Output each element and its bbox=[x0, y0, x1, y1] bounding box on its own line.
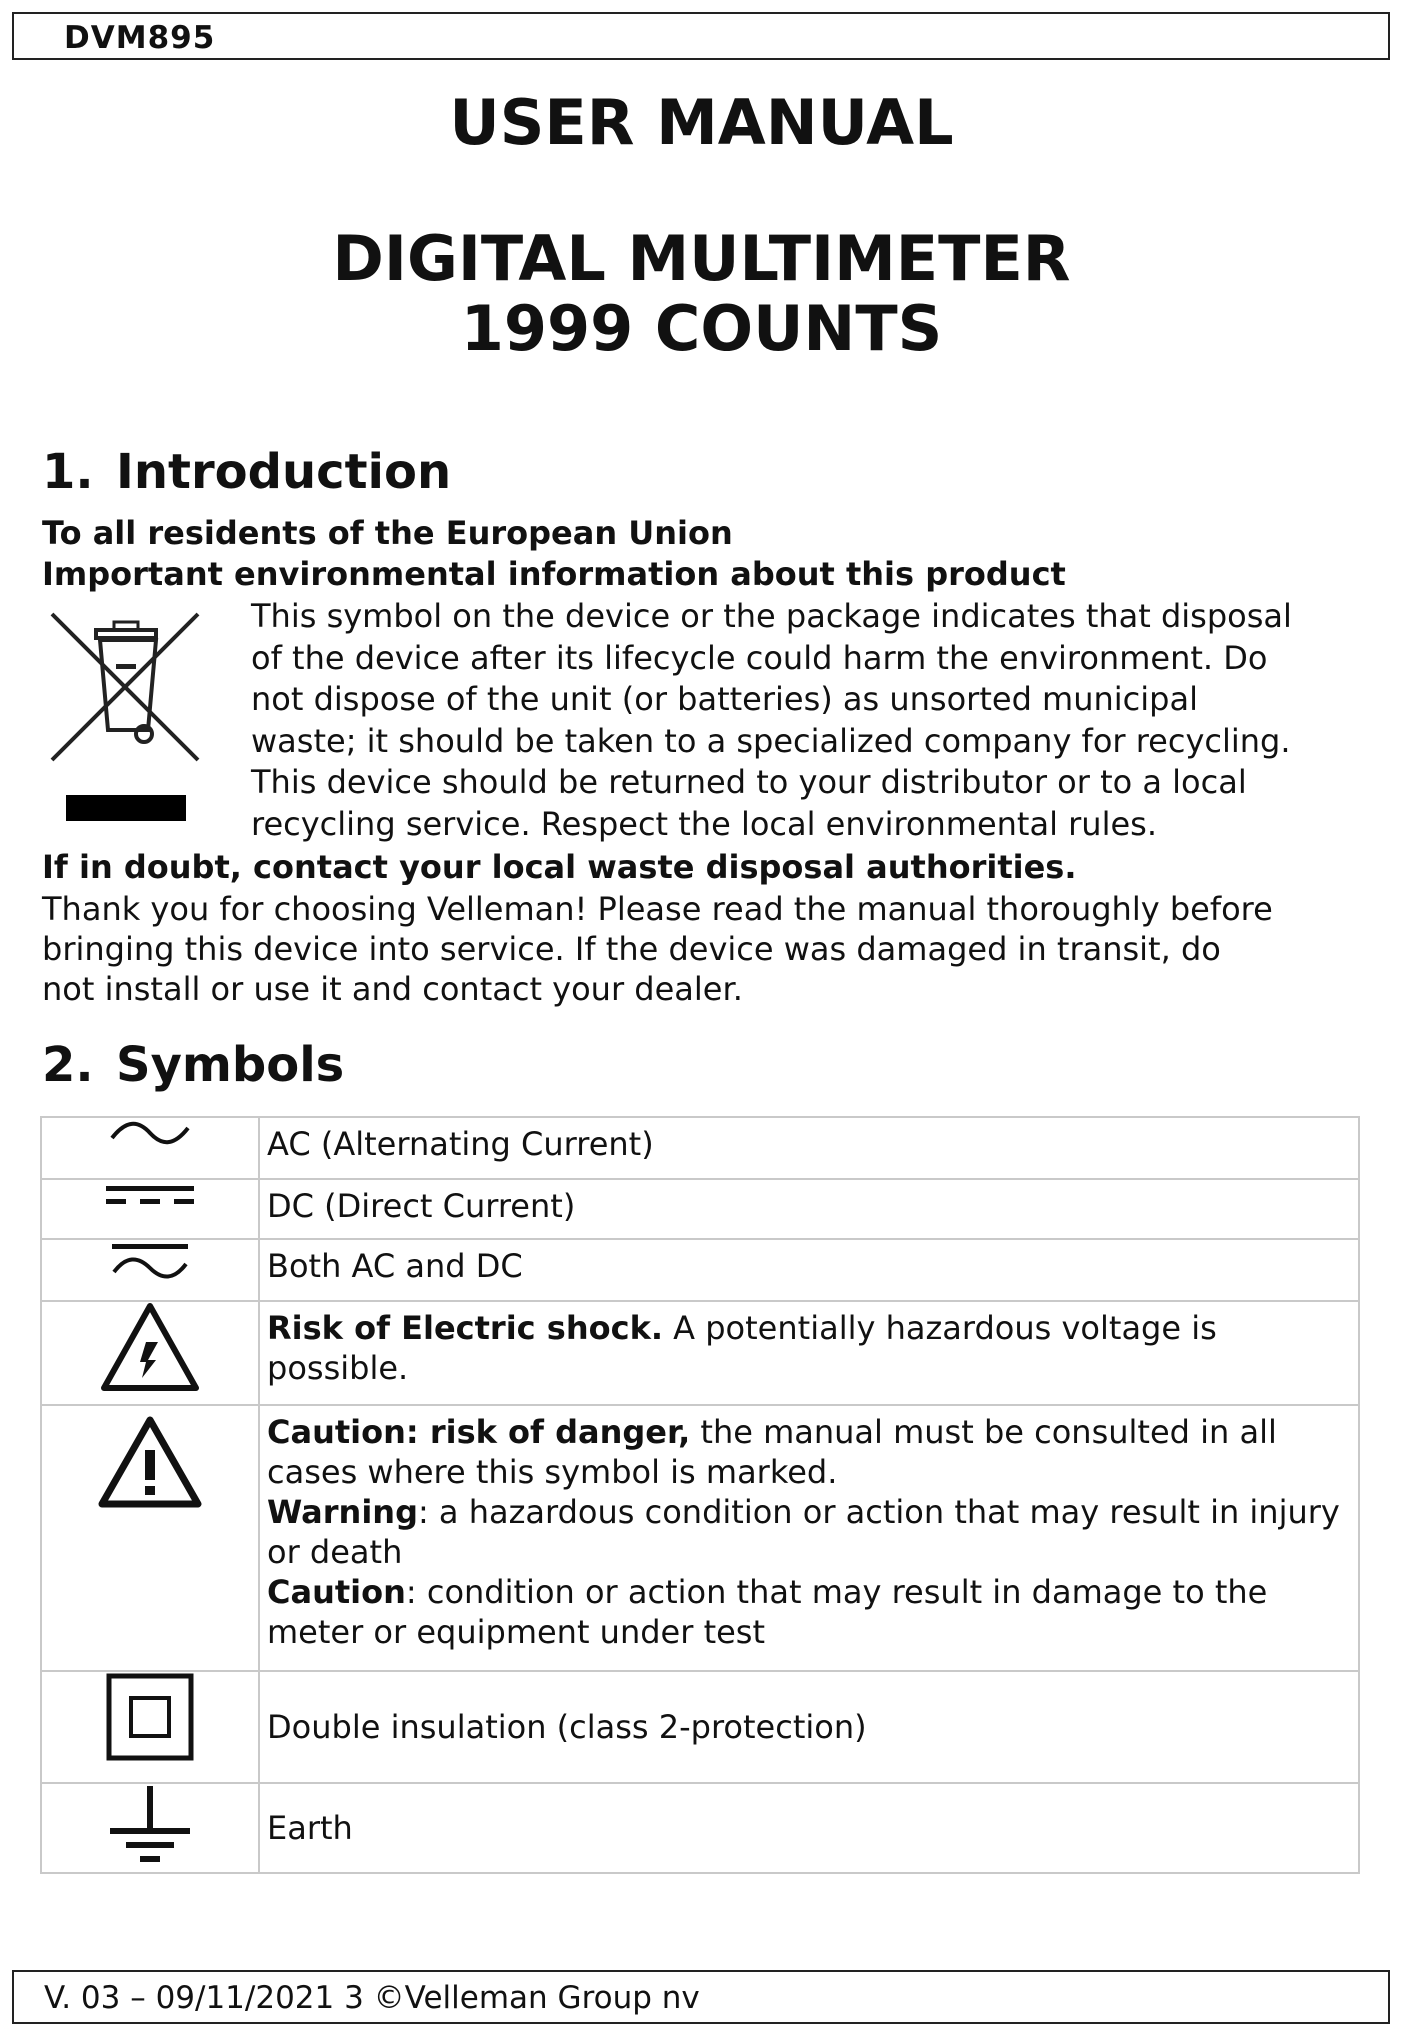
crossed-wheelie-bin-icon bbox=[48, 610, 203, 770]
symbol-description bbox=[259, 1405, 1359, 1671]
thanks-line: Thank you for choosing Velleman! Please read the manual thoroughly before bbox=[42, 890, 1273, 928]
thanks-line: bringing this device into service. If the device was damaged in transit, do bbox=[42, 930, 1221, 968]
symbol-description bbox=[259, 1301, 1359, 1405]
symbol-description: Earth bbox=[259, 1783, 1359, 1873]
warning-line bbox=[267, 1492, 1350, 1572]
thanks-paragraph bbox=[42, 889, 1372, 1009]
intro-line: not dispose of the unit (or batteries) as unsorted municipal bbox=[251, 680, 1198, 718]
shock-text: A potentially hazardous voltage is possible. bbox=[267, 1309, 1217, 1387]
section-title: Symbols bbox=[116, 1037, 345, 1093]
table-row bbox=[41, 1405, 1359, 1671]
caution-condition-text: : condition or action that may result in damage to the meter or equipment under test bbox=[267, 1573, 1268, 1651]
section-title: Introduction bbox=[116, 444, 452, 500]
symbol-description: Both AC and DC bbox=[259, 1239, 1359, 1301]
table-row bbox=[41, 1239, 1359, 1301]
symbol-cell bbox=[41, 1239, 259, 1301]
symbol-cell bbox=[41, 1117, 259, 1179]
title-counts: 1999 COUNTS bbox=[460, 292, 943, 365]
symbol-cell bbox=[41, 1783, 259, 1873]
eu-residents-line: To all residents of the European Union bbox=[42, 514, 733, 552]
caution-label: Caution bbox=[267, 1573, 406, 1611]
doubt-line: If in doubt, contact your local waste disposal authorities. bbox=[42, 848, 1077, 886]
symbol-description: Double insulation (class 2-protection) bbox=[259, 1671, 1359, 1783]
caution-text: the manual must be consulted in all cases where this symbol is marked. bbox=[267, 1413, 1277, 1491]
ac-dc-icon bbox=[108, 1240, 192, 1284]
title-digital-multimeter: DIGITAL MULTIMETER bbox=[332, 222, 1071, 295]
table-row bbox=[41, 1117, 1359, 1179]
symbol-cell bbox=[41, 1179, 259, 1239]
intro-line: of the device after its lifecycle could harm the environment. Do bbox=[251, 638, 1268, 677]
env-info-line: Important environmental information about this product bbox=[42, 555, 1066, 593]
symbol-cell bbox=[41, 1301, 259, 1405]
footer-box bbox=[12, 1970, 1390, 2024]
section-number: 2. bbox=[42, 1037, 94, 1093]
caution-icon bbox=[98, 1416, 202, 1508]
section-heading-introduction bbox=[42, 444, 451, 500]
header-box bbox=[12, 12, 1390, 60]
warning-text: : a hazardous condition or action that may result in injury or death bbox=[267, 1493, 1340, 1571]
weee-black-bar bbox=[66, 795, 186, 821]
intro-line: waste; it should be taken to a specialized company for recycling. bbox=[251, 721, 1291, 760]
electric-shock-icon bbox=[100, 1302, 200, 1392]
intro-paragraph bbox=[251, 596, 1371, 845]
shock-bold-label: Risk of Electric shock. bbox=[267, 1309, 663, 1347]
thanks-line: not install or use it and contact your dealer. bbox=[42, 970, 743, 1008]
table-row bbox=[41, 1783, 1359, 1873]
section-heading-symbols bbox=[42, 1037, 344, 1093]
caution-bold-label: Caution: risk of danger, bbox=[267, 1413, 691, 1451]
symbol-description: DC (Direct Current) bbox=[259, 1179, 1359, 1239]
table-row bbox=[41, 1301, 1359, 1405]
intro-line: This symbol on the device or the package indicates that disposal bbox=[251, 597, 1292, 635]
earth-icon bbox=[108, 1784, 192, 1868]
symbol-cell bbox=[41, 1671, 259, 1783]
double-insulation-icon bbox=[105, 1672, 195, 1762]
intro-line: recycling service. Respect the local environmental rules. bbox=[251, 804, 1157, 843]
table-row bbox=[41, 1671, 1359, 1783]
ac-icon bbox=[108, 1118, 192, 1148]
intro-line: This device should be returned to your distributor or to a local bbox=[251, 763, 1247, 801]
model-code: DVM895 bbox=[64, 20, 216, 56]
symbol-description: AC (Alternating Current) bbox=[259, 1117, 1359, 1179]
caution-danger-line bbox=[267, 1412, 1350, 1492]
dc-icon bbox=[104, 1180, 196, 1210]
footer-text: V. 03 – 09/11/2021 3 ©Velleman Group nv bbox=[44, 1980, 700, 2016]
section-number: 1. bbox=[42, 444, 94, 500]
warning-label: Warning bbox=[267, 1493, 418, 1531]
symbols-table bbox=[40, 1116, 1360, 1874]
symbol-cell bbox=[41, 1405, 259, 1671]
title-user-manual: USER MANUAL bbox=[449, 86, 954, 159]
table-row bbox=[41, 1179, 1359, 1239]
caution-line bbox=[267, 1572, 1350, 1652]
